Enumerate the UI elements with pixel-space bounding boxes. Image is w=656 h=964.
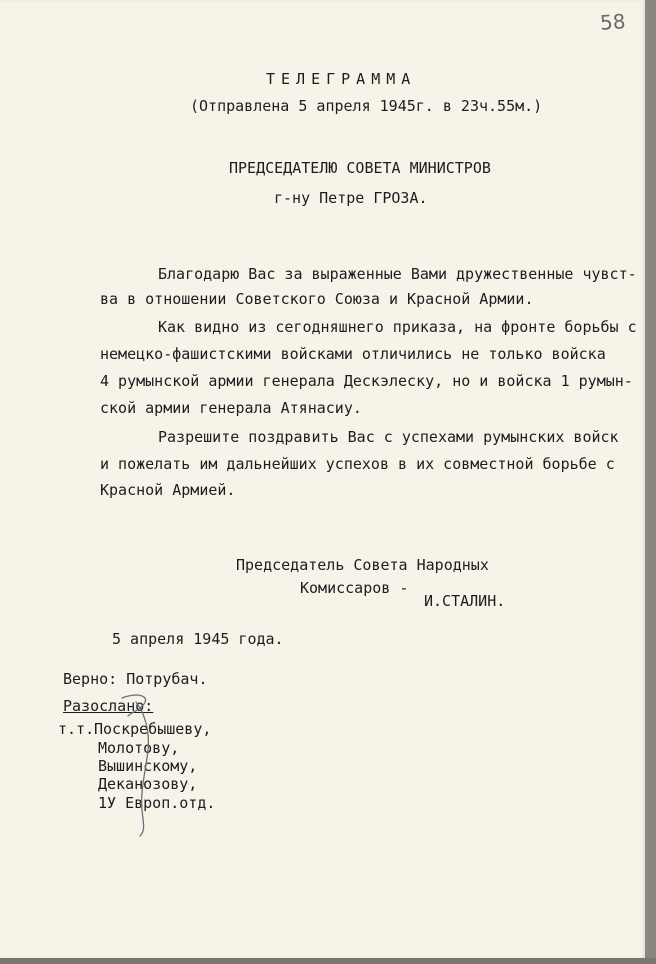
distribution-recipient: Вышинскому, xyxy=(98,757,198,775)
body-paragraph-2-line-3: 4 румынской армии генерала Дескэлеску, но и войска 1 румын- xyxy=(100,372,633,390)
handwritten-mark xyxy=(110,690,180,840)
document-title: ТЕЛЕГРАММА xyxy=(266,70,417,88)
addressee-line-2: г-ну Петре ГРОЗА. xyxy=(274,189,428,207)
sent-info: (Отправлена 5 апреля 1945г. в 23ч.55м.) xyxy=(190,97,543,115)
signature-title-line-2: Комиссаров - xyxy=(300,579,409,597)
scan-edge-bottom xyxy=(0,958,656,964)
signature-title-line-1: Председатель Совета Народных xyxy=(236,556,489,574)
body-paragraph-1-line-1: Благодарю Вас за выраженные Вами дружественные чувст- xyxy=(158,265,637,283)
distribution-title: Разослано: xyxy=(63,697,154,715)
body-paragraph-2-line-4: ской армии генерала Атянасиу. xyxy=(100,399,362,417)
body-paragraph-2-line-2: немецко-фашистскими войсками отличились не только войска xyxy=(100,345,606,363)
verified-by: Верно: Потрубач. xyxy=(63,670,208,688)
distribution-recipient: 1У Европ.отд. xyxy=(98,794,216,812)
scan-edge-right xyxy=(645,0,656,964)
document-date: 5 апреля 1945 года. xyxy=(112,630,284,648)
body-paragraph-2-line-1: Как видно из сегодняшнего приказа, на фронте борьбы с xyxy=(158,318,637,336)
distribution-recipient: Молотову, xyxy=(98,739,180,757)
body-paragraph-3-line-1: Разрешите поздравить Вас с успехами румынских войск xyxy=(158,428,619,446)
body-paragraph-1-line-2: ва в отношении Советского Союза и Красной Армии. xyxy=(100,290,534,308)
archive-page-number: 58 xyxy=(599,9,627,35)
addressee-line-1: ПРЕДСЕДАТЕЛЮ СОВЕТА МИНИСТРОВ xyxy=(229,159,491,177)
signatory-name: И.СТАЛИН. xyxy=(424,592,506,610)
distribution-recipient: Деканозову, xyxy=(98,775,198,793)
body-paragraph-3-line-2: и пожелать им дальнейших успехов в их совместной борьбе с xyxy=(100,455,615,473)
body-paragraph-3-line-3: Красной Армией. xyxy=(100,481,236,499)
distribution-prefix: т.т. xyxy=(58,720,95,738)
distribution-recipient: Поскребышеву, xyxy=(94,720,212,738)
